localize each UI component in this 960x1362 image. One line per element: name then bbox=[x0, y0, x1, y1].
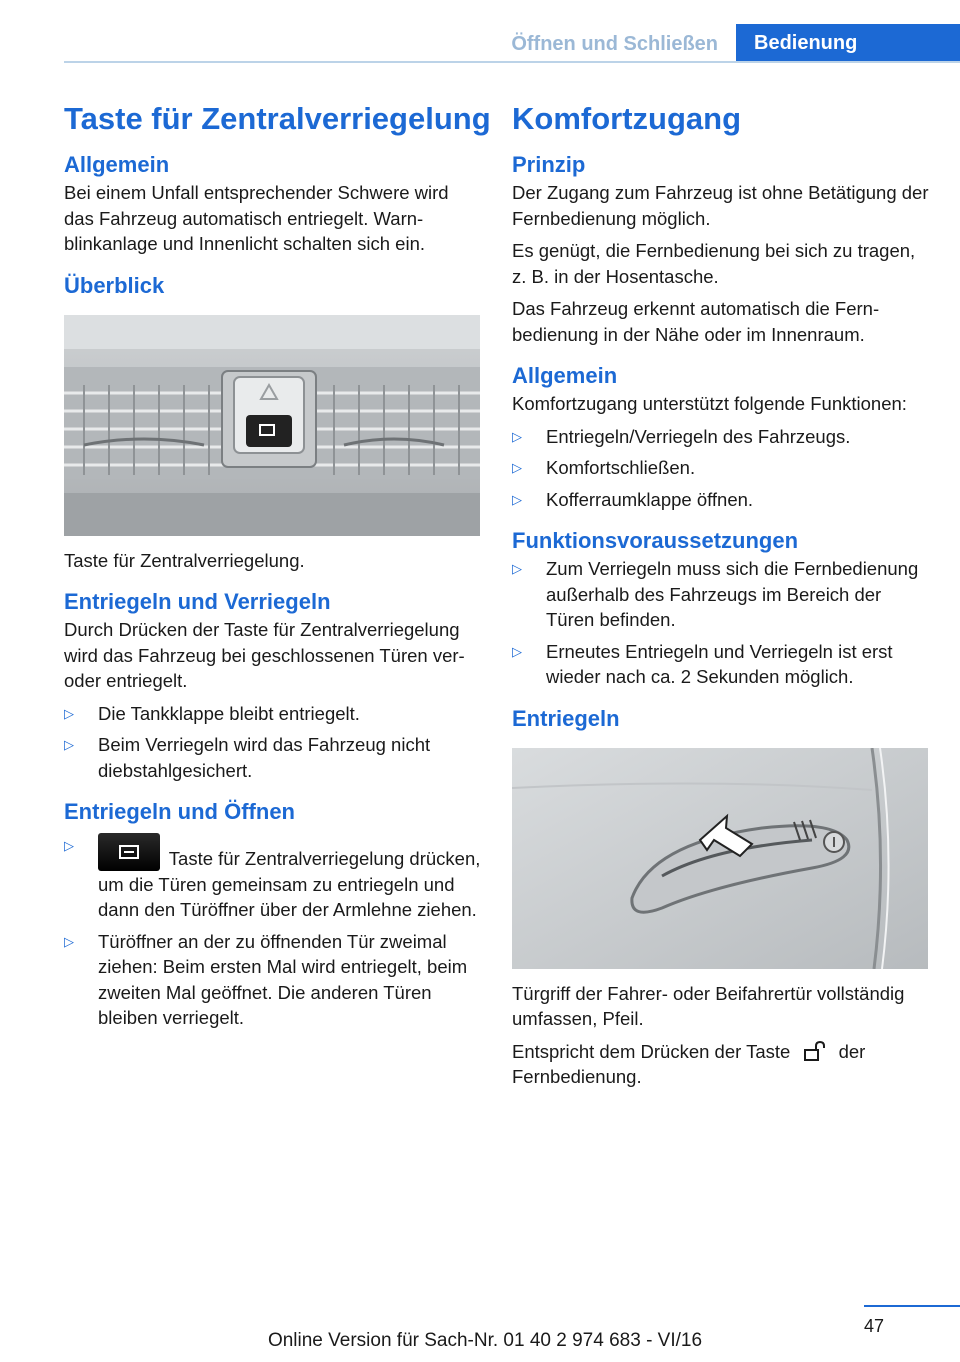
list-item-text: Erneutes Entriegeln und Verriegeln ist erst wieder nach ca. 2 Sekunden möglich. bbox=[546, 640, 893, 687]
list-item-text: Zum Verriegeln muss sich die Fernbedienung außerhalb des Fahrzeugs im Bereich der Türen befinden. bbox=[546, 558, 919, 630]
lock-list bbox=[64, 701, 482, 784]
door-handle-figure bbox=[512, 748, 928, 969]
list-item-text: Taste für Zentralverriegelung drücken, um die Türen gemeinsam zu entriegeln und dann den Türöffner über der Armlehne ziehen. bbox=[98, 848, 481, 920]
unlock-icon bbox=[801, 1040, 827, 1062]
list-item bbox=[512, 424, 930, 450]
principle-text: Der Zugang zum Fahrzeug ist ohne Betätigung der Fernbedienung möglich. bbox=[512, 182, 929, 229]
overview-heading: Überblick bbox=[64, 272, 165, 298]
list-item-text: Beim Verriegeln wird das Fahrzeug nicht diebstahlgesichert. bbox=[98, 734, 431, 781]
triangle-right-icon: ▷ bbox=[512, 428, 522, 444]
list-item-text: Die Tankklappe bleibt entriegelt. bbox=[98, 702, 360, 724]
triangle-right-icon: ▷ bbox=[64, 737, 74, 752]
functions-list bbox=[512, 424, 930, 513]
central-lock-title: Taste für Zentralverriegelung bbox=[64, 101, 491, 136]
triangle-right-icon: ▷ bbox=[64, 705, 74, 721]
list-item bbox=[64, 732, 482, 783]
section-title: Öffnen und Schließen bbox=[511, 33, 718, 55]
triangle-right-icon: ▷ bbox=[64, 838, 74, 853]
requirements-list bbox=[512, 556, 930, 690]
press-text-before: Entspricht dem Drücken der Taste bbox=[512, 1040, 796, 1062]
unlock-heading: Entriegeln bbox=[512, 705, 620, 731]
triangle-right-icon: ▷ bbox=[512, 460, 522, 475]
principle-text: Das Fahrzeug erkennt automatisch die Fernbedienung in der Nähe oder im Innenraum. bbox=[512, 298, 880, 345]
requirements-heading: Funktionsvoraussetzungen bbox=[512, 528, 799, 553]
header-rule bbox=[64, 61, 960, 63]
door-handle-caption: Türgriff der Fahrer- oder Beifahrertür vollständig umfassen, Pfeil. bbox=[512, 982, 905, 1029]
online-version-note: Online Version für Sach-Nr. 01 40 2 974 683 - VI/16 bbox=[267, 1330, 703, 1351]
list-item bbox=[512, 455, 930, 481]
press-text-after: der Fernbedienung. bbox=[512, 1040, 866, 1087]
right-column bbox=[512, 98, 930, 1097]
list-item bbox=[64, 929, 482, 1031]
triangle-right-icon: ▷ bbox=[512, 643, 522, 659]
lock-text: Durch Drücken der Taste für Zentralverriegelung wird das Fahrzeug bei geschlossenen Türen ver- oder entriegelt. bbox=[64, 619, 465, 691]
list-item-text: Entriegeln/Verriegeln des Fahrzeugs. bbox=[546, 425, 851, 447]
list-item bbox=[512, 556, 930, 633]
central-lock-icon bbox=[98, 833, 160, 871]
page-number: 47 bbox=[864, 1316, 885, 1336]
triangle-right-icon: ▷ bbox=[64, 933, 74, 949]
door-handle-photo bbox=[512, 748, 928, 969]
open-heading: Entriegeln und Öffnen bbox=[64, 799, 295, 824]
list-item bbox=[64, 701, 482, 727]
central-lock-figure bbox=[64, 315, 480, 536]
footer-rule bbox=[864, 1305, 960, 1307]
chapter-tab: Bedienung bbox=[736, 24, 960, 63]
general-text: Komfortzugang unterstützt folgende Funktionen: bbox=[512, 393, 907, 414]
left-column bbox=[64, 98, 491, 1037]
general-text: Bei einem Unfall entsprechender Schwere wird das Fahrzeug automatisch entriegelt. Warnblinkanlage und Innenlicht schalten sich ein. bbox=[64, 182, 449, 254]
list-item bbox=[512, 639, 930, 690]
list-item-text: Kofferraumklappe öffnen. bbox=[546, 488, 754, 510]
list-item-text: Komfortschließen. bbox=[546, 457, 696, 478]
list-item-text: Türöffner an der zu öffnenden Tür zweimal ziehen: Beim ersten Mal wird entriegelt, beim zweiten Mal geöffnet. Die anderen Türen bleiben verriegelt. bbox=[98, 930, 468, 1028]
open-list bbox=[64, 833, 482, 1031]
triangle-right-icon: ▷ bbox=[512, 561, 522, 576]
lock-heading: Entriegeln und Verriegeln bbox=[64, 589, 331, 614]
remote-press-text bbox=[512, 1039, 930, 1090]
list-item bbox=[64, 833, 482, 923]
general-heading: Allgemein bbox=[64, 152, 170, 177]
triangle-right-icon: ▷ bbox=[512, 491, 522, 507]
principle-heading: Prinzip bbox=[512, 152, 586, 177]
principle-text: Es genügt, die Fernbedienung bei sich zu tragen, z. B. in der Hosentasche. bbox=[512, 240, 916, 287]
comfort-access-title: Komfortzugang bbox=[512, 101, 742, 136]
central-lock-caption: Taste für Zentralverriegelung. bbox=[64, 549, 305, 571]
general-heading: Allgemein bbox=[512, 363, 618, 388]
central-lock-photo bbox=[64, 315, 480, 536]
list-item bbox=[512, 487, 930, 513]
